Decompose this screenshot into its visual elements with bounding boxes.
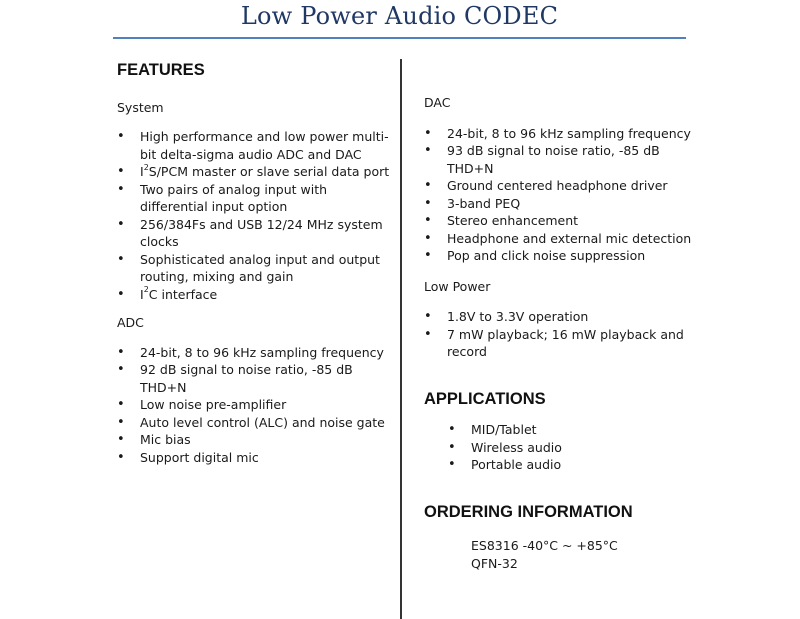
- list-item: [424, 125, 709, 143]
- list-item: [424, 212, 709, 230]
- list-item-text: I: [140, 286, 144, 302]
- low-power-subheading: Low Power: [424, 278, 491, 294]
- list-item: [117, 396, 392, 414]
- applications-list: [448, 421, 709, 474]
- list-item: [424, 142, 709, 177]
- dac-list: [424, 125, 709, 265]
- list-item: [117, 251, 392, 286]
- list-item: [424, 230, 709, 248]
- list-item-text: Wireless audio: [471, 439, 562, 455]
- list-item: [117, 361, 392, 396]
- list-item: [117, 181, 392, 216]
- list-item: [117, 414, 392, 432]
- list-item-text: Pop and click noise suppression: [447, 248, 646, 263]
- list-item: [117, 216, 392, 251]
- list-item-text: Low noise pre-amplifier: [140, 397, 287, 412]
- superscript: 2: [143, 162, 149, 172]
- list-item-text: Headphone and external mic detection: [447, 230, 692, 246]
- features-heading: FEATURES: [117, 61, 205, 79]
- list-item-text: S/PCM master or slave serial data port: [148, 164, 390, 179]
- superscript: 2: [143, 285, 149, 295]
- list-item-text: Stereo enhancement: [447, 213, 579, 228]
- list-item: [424, 326, 709, 361]
- list-item-text: 24-bit, 8 to 96 kHz sampling frequency: [140, 344, 384, 360]
- list-item-text: Mic bias: [140, 432, 191, 447]
- list-item-text: MID/Tablet: [471, 422, 537, 437]
- list-item-text: 93 dB signal to noise ratio, -85 dB THD+N: [447, 143, 660, 176]
- list-item: [117, 344, 392, 362]
- list-item-text: High performance and low power multi-bit delta-sigma audio ADC and DAC: [140, 129, 389, 162]
- ordering-info: [471, 537, 709, 572]
- package-line: QFN-32: [471, 555, 518, 571]
- left-column: [117, 62, 392, 466]
- list-item: [448, 421, 709, 439]
- list-item: [448, 439, 709, 457]
- list-item-text: Support digital mic: [140, 449, 259, 465]
- list-item: [117, 449, 392, 467]
- list-item: [117, 163, 392, 181]
- list-item: [117, 286, 392, 304]
- list-item-text: C interface: [148, 286, 218, 302]
- list-item: [448, 456, 709, 474]
- list-item: [424, 308, 709, 326]
- adc-subheading: ADC: [117, 315, 144, 330]
- part-number-line: ES8316 -40°C ~ +85°C: [471, 538, 618, 553]
- list-item-text: 256/384Fs and USB 12/24 MHz system clocks: [140, 216, 383, 249]
- list-item-text: 1.8V to 3.3V operation: [447, 309, 589, 324]
- list-item-text: 92 dB signal to noise ratio, -85 dB THD+N: [140, 362, 353, 395]
- list-item-text: 7 mW playback; 16 mW playback and record: [447, 326, 684, 359]
- list-item-text: Two pairs of analog input with differential input option: [140, 181, 328, 214]
- list-item: [424, 247, 709, 265]
- list-item: [117, 128, 392, 163]
- applications-heading: APPLICATIONS: [424, 389, 546, 408]
- system-list: [117, 128, 392, 303]
- right-column: [424, 94, 709, 572]
- list-item-text: 3-band PEQ: [447, 195, 521, 211]
- system-subheading: System: [117, 99, 164, 115]
- dac-subheading: DAC: [424, 95, 451, 110]
- adc-list: [117, 344, 392, 467]
- list-item-text: Portable audio: [471, 457, 562, 472]
- low-power-list: [424, 308, 709, 361]
- list-item: [117, 431, 392, 449]
- document-title: Low Power Audio CODEC: [240, 2, 559, 30]
- list-item-text: Auto level control (ALC) and noise gate: [140, 414, 385, 430]
- list-item-text: Ground centered headphone driver: [447, 178, 668, 193]
- list-item-text: 24-bit, 8 to 96 kHz sampling frequency: [447, 125, 691, 141]
- list-item: [424, 195, 709, 213]
- title-underline: [113, 37, 686, 39]
- list-item: [424, 177, 709, 195]
- column-divider: [400, 59, 402, 619]
- list-item-text: I: [140, 164, 144, 179]
- list-item-text: Sophisticated analog input and output routing, mixing and gain: [140, 251, 380, 284]
- ordering-heading: ORDERING INFORMATION: [424, 502, 633, 521]
